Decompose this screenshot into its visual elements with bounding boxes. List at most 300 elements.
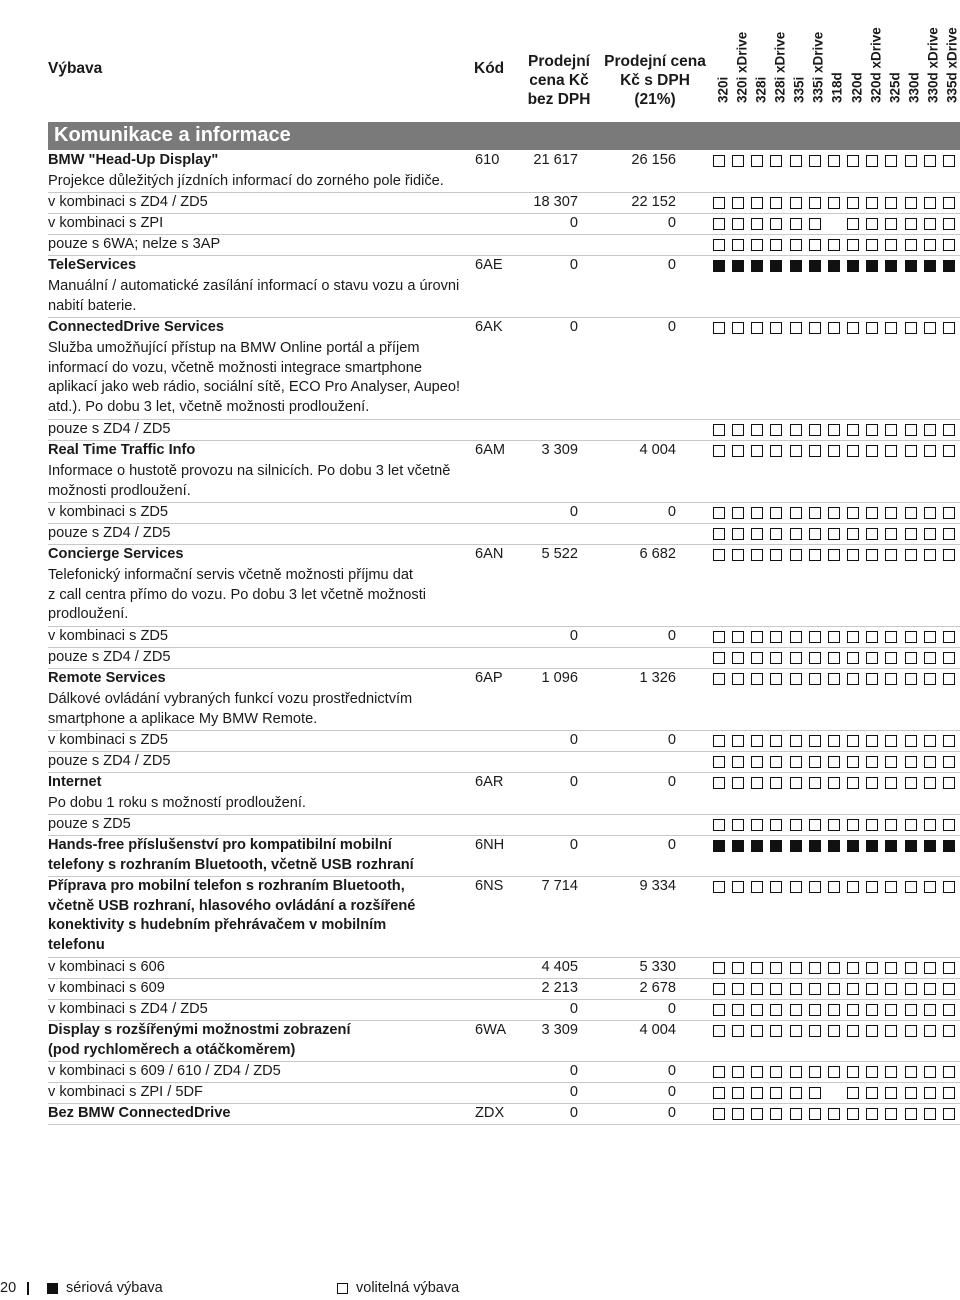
row-label [48, 773, 468, 793]
table-header [0, 0, 960, 122]
optional-equipment-icon [751, 819, 763, 831]
optional-equipment-icon [809, 1004, 821, 1016]
optional-equipment-icon [770, 549, 782, 561]
optional-equipment-icon [866, 322, 878, 334]
legend-standard-label: sériová výbava [66, 1280, 163, 1296]
optional-equipment-icon [713, 239, 725, 251]
optional-equipment-icon [713, 756, 725, 768]
optional-equipment-icon [713, 424, 725, 436]
optional-equipment-icon [943, 528, 955, 540]
optional-equipment-icon [732, 756, 744, 768]
optional-equipment-icon [751, 962, 763, 974]
optional-equipment-icon [905, 445, 917, 457]
optional-equipment-icon [751, 1066, 763, 1078]
table-row [48, 648, 960, 669]
optional-equipment-icon [943, 652, 955, 664]
optional-equipment-icon [732, 881, 744, 893]
optional-equipment-icon [809, 983, 821, 995]
optional-equipment-icon [713, 322, 725, 334]
table-row [48, 627, 960, 648]
row-label-line: pouze s ZD4 / ZD5 [48, 525, 171, 541]
optional-equipment-icon [790, 155, 802, 167]
optional-equipment-icon [905, 631, 917, 643]
table-row [48, 731, 960, 752]
availability-marks [713, 549, 960, 562]
table-row [48, 979, 960, 1000]
optional-equipment-icon [770, 197, 782, 209]
optional-equipment-icon [943, 218, 955, 230]
optional-equipment-icon [866, 777, 878, 789]
optional-equipment-icon [828, 631, 840, 643]
standard-equipment-icon [809, 260, 821, 272]
price-gross: 4 004 [639, 442, 676, 458]
optional-equipment-icon [924, 424, 936, 436]
row-label [48, 277, 468, 316]
model-name: 328i xDrive [772, 31, 788, 103]
optional-equipment-icon [885, 962, 897, 974]
row-label-line: pouze s ZD5 [48, 816, 131, 832]
optional-equipment-icon [809, 673, 821, 685]
row-label [48, 958, 468, 978]
availability-marks [713, 819, 960, 832]
availability-marks [713, 881, 960, 894]
optional-equipment-icon [732, 197, 744, 209]
row-label [48, 151, 468, 171]
optional-equipment-icon [732, 962, 744, 974]
availability-marks [713, 631, 960, 644]
optional-equipment-icon [905, 528, 917, 540]
optional-equipment-icon [905, 735, 917, 747]
availability-marks [713, 756, 960, 769]
row-label [48, 1062, 468, 1082]
optional-equipment-icon [885, 549, 897, 561]
standard-equipment-icon [943, 840, 955, 852]
table-row [48, 441, 960, 462]
row-label [48, 193, 468, 213]
price-gross: 6 682 [639, 546, 676, 562]
optional-equipment-icon [943, 239, 955, 251]
row-code: 6NH [475, 837, 505, 853]
availability-marks [713, 322, 960, 335]
row-label-line: prodloužení. [48, 606, 129, 622]
row-label [48, 979, 468, 999]
optional-equipment-icon [905, 1066, 917, 1078]
row-label-line: Hands-free příslušenství pro kompatibilní mobilní [48, 837, 392, 853]
model-header [809, 0, 828, 118]
optional-equipment-icon [885, 218, 897, 230]
optional-equipment-icon [732, 549, 744, 561]
optional-equipment-icon [828, 735, 840, 747]
optional-equipment-icon [732, 631, 744, 643]
availability-marks [713, 1004, 960, 1017]
row-label-line: Concierge Services [48, 546, 184, 562]
standard-equipment-icon [751, 260, 763, 272]
optional-equipment-icon [713, 777, 725, 789]
optional-equipment-icon [751, 322, 763, 334]
optional-equipment-icon [885, 445, 897, 457]
optional-equipment-icon [770, 1108, 782, 1120]
optional-equipment-icon [713, 962, 725, 974]
table-row [48, 752, 960, 773]
optional-equipment-icon [905, 549, 917, 561]
standard-equipment-icon [751, 840, 763, 852]
row-label [48, 627, 468, 647]
row-label [48, 503, 468, 523]
optional-equipment-icon [828, 549, 840, 561]
price-net: 0 [569, 628, 578, 644]
optional-equipment-icon [924, 735, 936, 747]
optional-equipment-icon [866, 1108, 878, 1120]
row-label-line: konektivity s hudebním přehrávačem v mobilním [48, 917, 387, 933]
optional-equipment-icon [885, 1087, 897, 1099]
optional-equipment-icon [905, 1108, 917, 1120]
optional-equipment-icon [713, 631, 725, 643]
optional-equipment-icon [790, 528, 802, 540]
optional-equipment-icon [790, 631, 802, 643]
row-label-line: pouze s 6WA; nelze s 3AP [48, 236, 221, 252]
table-row [48, 503, 960, 524]
optional-equipment-icon [866, 445, 878, 457]
optional-equipment-icon [905, 819, 917, 831]
availability-marks [713, 962, 960, 975]
standard-equipment-icon [847, 260, 859, 272]
optional-equipment-icon [809, 735, 821, 747]
row-label-line: v kombinaci s ZD5 [48, 504, 169, 520]
availability-marks [713, 507, 960, 520]
price-net: 21 617 [533, 152, 578, 168]
optional-equipment-icon [751, 424, 763, 436]
optional-equipment-icon [905, 1004, 917, 1016]
optional-equipment-icon [847, 881, 859, 893]
price-net: 0 [569, 1001, 578, 1017]
optional-equipment-icon [943, 1087, 955, 1099]
optional-equipment-icon [828, 445, 840, 457]
optional-equipment-icon [809, 819, 821, 831]
availability-marks [713, 1108, 960, 1121]
optional-equipment-icon [924, 777, 936, 789]
price-net: 0 [569, 215, 578, 231]
optional-equipment-icon [905, 218, 917, 230]
row-label [48, 214, 468, 234]
optional-equipment-icon [866, 1066, 878, 1078]
optional-equipment-icon [732, 528, 744, 540]
row-label-line: informací do vozu, včetně možnosti integrace smartphone [48, 359, 422, 376]
table-row [48, 339, 960, 420]
table-row [48, 877, 960, 958]
optional-equipment-icon [828, 507, 840, 519]
price-net: 3 309 [541, 1022, 578, 1038]
optional-equipment-icon [924, 549, 936, 561]
optional-equipment-icon [847, 197, 859, 209]
optional-equipment-icon [790, 239, 802, 251]
optional-equipment-icon [885, 528, 897, 540]
optional-equipment-icon [847, 322, 859, 334]
price-gross: 0 [667, 1001, 676, 1017]
optional-equipment-icon [732, 1087, 744, 1099]
optional-equipment-icon [713, 528, 725, 540]
row-label-line: Bez BMW ConnectedDrive [48, 1105, 231, 1121]
optional-equipment-icon [732, 983, 744, 995]
row-label-line: ConnectedDrive Services [48, 319, 225, 335]
optional-equipment-icon [943, 881, 955, 893]
row-label [48, 1000, 468, 1020]
row-label-line: v kombinaci s ZPI / 5DF [48, 1084, 203, 1100]
row-code: 6AR [475, 774, 504, 790]
optional-equipment-icon [885, 239, 897, 251]
optional-equipment-icon [866, 218, 878, 230]
optional-equipment-icon [924, 1066, 936, 1078]
table-row [48, 1021, 960, 1062]
optional-equipment-icon [885, 756, 897, 768]
row-code: 610 [475, 152, 500, 168]
model-name: 320i xDrive [734, 31, 750, 103]
optional-equipment-icon [770, 652, 782, 664]
price-gross: 4 004 [639, 1022, 676, 1038]
standard-equipment-icon [790, 260, 802, 272]
availability-marks [713, 445, 960, 458]
price-gross: 0 [667, 504, 676, 520]
optional-equipment-icon [847, 1108, 859, 1120]
optional-equipment-icon [751, 445, 763, 457]
optional-equipment-icon [866, 549, 878, 561]
row-label [48, 462, 468, 501]
optional-equipment-icon [943, 322, 955, 334]
legend-optional-label: volitelná výbava [356, 1280, 460, 1296]
optional-equipment-icon [809, 1066, 821, 1078]
optional-equipment-icon [828, 1066, 840, 1078]
optional-equipment-icon [943, 631, 955, 643]
optional-equipment-icon [924, 652, 936, 664]
table-row [48, 524, 960, 545]
optional-equipment-icon [905, 652, 917, 664]
price-net: 0 [569, 504, 578, 520]
model-name: 335i xDrive [810, 31, 826, 103]
row-label-line: pouze s ZD4 / ZD5 [48, 421, 171, 437]
row-label [48, 235, 468, 255]
optional-equipment-icon [905, 983, 917, 995]
optional-equipment-icon [713, 819, 725, 831]
optional-equipment-icon [713, 218, 725, 230]
row-label [48, 794, 468, 814]
optional-equipment-icon [713, 1025, 725, 1037]
optional-equipment-icon [770, 756, 782, 768]
row-label-line: Projekce důležitých jízdních informací do zorného pole řidiče. [48, 173, 444, 189]
optional-equipment-icon [847, 1066, 859, 1078]
optional-equipment-icon [713, 197, 725, 209]
price-net: 3 309 [541, 442, 578, 458]
row-label-line: v kombinaci s ZPI [48, 215, 164, 231]
row-label-line: atd.). Po dobu 3 let, včetně možnosti prodloužení. [48, 398, 370, 415]
row-label-line: Internet [48, 774, 102, 790]
optional-equipment-icon [732, 1108, 744, 1120]
row-label-line: aplikací jako web rádio, sociální sítě, ECO Pro Analyser, Aupeo! [48, 379, 461, 395]
table-row [48, 214, 960, 235]
optional-equipment-icon [943, 1108, 955, 1120]
price-gross: 0 [667, 628, 676, 644]
optional-equipment-icon [847, 507, 859, 519]
row-label [48, 545, 468, 565]
optional-equipment-icon [885, 197, 897, 209]
optional-equipment-icon [828, 239, 840, 251]
table-row [48, 256, 960, 277]
optional-equipment-icon [847, 1004, 859, 1016]
standard-equipment-icon [809, 840, 821, 852]
optional-equipment-icon [943, 155, 955, 167]
row-label [48, 441, 468, 461]
row-label-line: Real Time Traffic Info [48, 442, 196, 458]
optional-equipment-icon [790, 756, 802, 768]
optional-equipment-icon [866, 197, 878, 209]
availability-marks [713, 528, 960, 541]
optional-equipment-icon [866, 962, 878, 974]
optional-equipment-icon [885, 777, 897, 789]
optional-equipment-icon [732, 155, 744, 167]
optional-equipment-icon [713, 1087, 725, 1099]
table-row [48, 690, 960, 731]
row-label [48, 566, 468, 625]
optional-equipment-icon [770, 1087, 782, 1099]
availability-marks [713, 239, 960, 252]
optional-equipment-icon [924, 218, 936, 230]
optional-equipment-icon [866, 652, 878, 664]
optional-equipment-icon [905, 197, 917, 209]
optional-equipment-icon [847, 819, 859, 831]
optional-equipment-icon [943, 777, 955, 789]
optional-equipment-icon [943, 1066, 955, 1078]
availability-marks [713, 260, 960, 273]
row-label-line: TeleServices [48, 257, 137, 273]
price-gross: 22 152 [631, 194, 676, 210]
row-label [48, 1104, 468, 1124]
standard-equipment-icon [847, 840, 859, 852]
optional-equipment-icon [751, 197, 763, 209]
price-gross: 26 156 [631, 152, 676, 168]
optional-equipment-icon [790, 549, 802, 561]
optional-equipment-icon [924, 881, 936, 893]
row-label-line: (pod rychloměrech a otáčkoměrem) [48, 1041, 296, 1058]
header-price-net: Prodejní cena Kč bez DPH [527, 53, 591, 108]
table-row [48, 193, 960, 214]
standard-equipment-icon [828, 840, 840, 852]
optional-equipment-icon [770, 631, 782, 643]
table-row [48, 836, 960, 877]
optional-equipment-icon [828, 322, 840, 334]
standard-equipment-icon [732, 840, 744, 852]
optional-equipment-icon [751, 777, 763, 789]
model-header [943, 0, 960, 118]
row-label-line: v kombinaci s 609 / 610 / ZD4 / ZD5 [48, 1063, 281, 1079]
optional-equipment-icon [751, 631, 763, 643]
row-label-line: v kombinaci s 606 [48, 959, 165, 975]
optional-equipment-icon [751, 155, 763, 167]
row-label-line: Po dobu 1 roku s možností prodloužení. [48, 795, 306, 811]
optional-equipment-icon [809, 631, 821, 643]
optional-equipment-icon [809, 322, 821, 334]
optional-equipment-icon [905, 962, 917, 974]
model-name: 335d xDrive [944, 27, 960, 103]
table-row [48, 1104, 960, 1125]
optional-equipment-icon [732, 819, 744, 831]
standard-equipment-icon [790, 840, 802, 852]
optional-equipment-icon [866, 983, 878, 995]
row-label-line: pouze s ZD4 / ZD5 [48, 753, 171, 769]
row-label [48, 752, 468, 772]
optional-equipment-icon [943, 549, 955, 561]
price-net: 2 213 [541, 980, 578, 996]
row-code: 6NS [475, 878, 504, 894]
row-label [48, 172, 468, 192]
model-name: 318d [829, 72, 845, 103]
row-label [48, 877, 468, 955]
model-name: 325d [887, 72, 903, 103]
row-label [48, 256, 468, 276]
row-label-line: Manuální / automatické zasílání informací o stavu vozu a úrovni [48, 278, 460, 294]
model-name: 320i [715, 76, 730, 103]
model-header [847, 0, 866, 118]
optional-equipment-icon [790, 424, 802, 436]
optional-equipment-icon [866, 239, 878, 251]
optional-equipment-icon [866, 1025, 878, 1037]
price-net: 1 096 [541, 670, 578, 686]
optional-equipment-icon [809, 1108, 821, 1120]
optional-equipment-icon [885, 1066, 897, 1078]
optional-equipment-icon [905, 155, 917, 167]
optional-equipment-icon [751, 673, 763, 685]
optional-equipment-icon [885, 1108, 897, 1120]
page-number: 20 [0, 1280, 17, 1296]
optional-equipment-icon [770, 1025, 782, 1037]
optional-equipment-icon [770, 673, 782, 685]
standard-equipment-icon [713, 260, 725, 272]
row-label [48, 1021, 468, 1060]
optional-equipment-icon [790, 507, 802, 519]
model-name: 320d [849, 72, 865, 103]
optional-equipment-icon [809, 962, 821, 974]
standard-equipment-icon [732, 260, 744, 272]
row-label [48, 836, 468, 875]
row-label-line: v kombinaci s ZD4 / ZD5 [48, 1001, 208, 1017]
optional-equipment-icon [770, 528, 782, 540]
optional-equipment-icon [732, 507, 744, 519]
price-gross: 1 326 [639, 670, 676, 686]
row-code: 6AM [475, 442, 506, 458]
model-header [751, 0, 770, 118]
optional-equipment-icon [924, 507, 936, 519]
standard-equipment-icon [770, 840, 782, 852]
optional-equipment-icon [905, 507, 917, 519]
optional-equipment-icon [770, 777, 782, 789]
model-header [905, 0, 924, 118]
optional-equipment-icon [828, 197, 840, 209]
row-code: 6AK [475, 319, 503, 335]
optional-equipment-icon [828, 1108, 840, 1120]
table-row [48, 958, 960, 979]
standard-equipment-icon [905, 260, 917, 272]
optional-equipment-icon [828, 962, 840, 974]
availability-marks [713, 652, 960, 665]
optional-equipment-icon [866, 673, 878, 685]
optional-equipment-icon [866, 507, 878, 519]
row-code: ZDX [475, 1105, 505, 1121]
optional-equipment-icon [790, 881, 802, 893]
optional-equipment-icon [770, 507, 782, 519]
optional-equipment-icon [732, 239, 744, 251]
row-label-line: Informace o hustotě provozu na silnicích. Po dobu 3 let včetně [48, 463, 451, 479]
footer [0, 1280, 960, 1300]
optional-equipment-icon [905, 1025, 917, 1037]
price-gross: 0 [667, 837, 676, 853]
standard-equipment-icon [885, 260, 897, 272]
